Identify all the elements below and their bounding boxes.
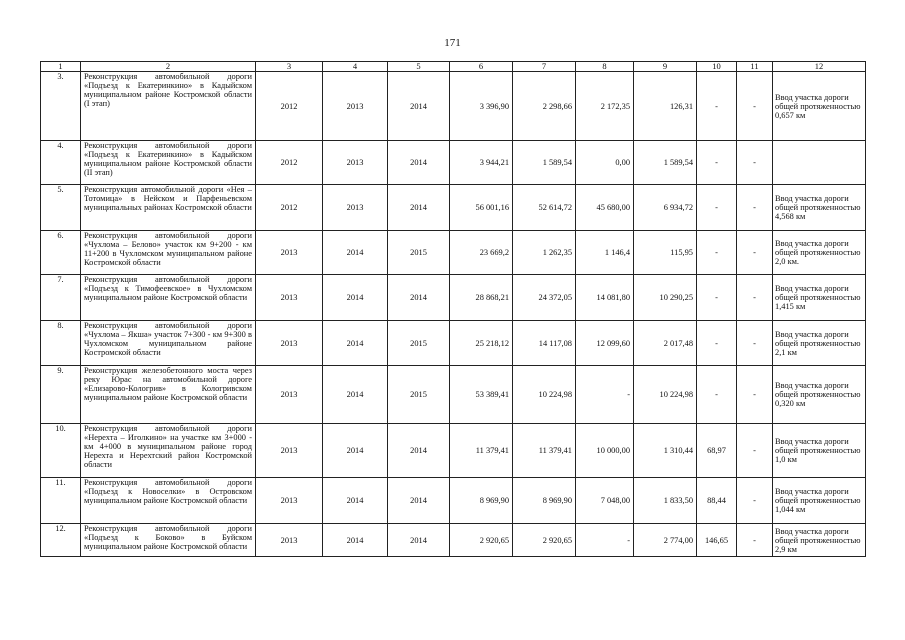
- other-funding: -: [737, 478, 773, 524]
- column-header: 9: [634, 62, 697, 72]
- expected-result: Ввод участка дороги общей протяженностью 1,415 км: [773, 275, 866, 321]
- row-number: 12.: [41, 524, 81, 557]
- start-build-year: 2014: [323, 366, 388, 424]
- total-funding: 10 224,98: [513, 366, 576, 424]
- federal-funding: 2 172,35: [576, 72, 634, 141]
- federal-funding: 7 048,00: [576, 478, 634, 524]
- object-name: Реконструкция автомобильной дороги «Нея – Тотомица» в Нейском и Парфеньевском муниципальных районах Костромской области: [81, 185, 256, 231]
- start-design-year: 2013: [256, 275, 323, 321]
- table-row: [41, 275, 866, 321]
- start-build-year: 2014: [323, 424, 388, 478]
- page-number: 171: [444, 37, 461, 49]
- table-row: [41, 185, 866, 231]
- object-name: Реконструкция автомобильной дороги «Подъезд к Боково» в Буйском муниципальном районе Костромской области: [81, 524, 256, 557]
- object-name: Реконструкция автомобильной дороги «Подъезд к Тимофеевское» в Чухломском муниципальном районе Костромской области: [81, 275, 256, 321]
- municipal-funding: -: [697, 275, 737, 321]
- end-year: 2015: [388, 366, 450, 424]
- federal-funding: -: [576, 366, 634, 424]
- municipal-funding: -: [697, 231, 737, 275]
- program-table: [40, 61, 866, 557]
- expected-result: Ввод участка дороги общей протяженностью 2,0 км.: [773, 231, 866, 275]
- municipal-funding: -: [697, 321, 737, 366]
- total-cost: 53 389,41: [450, 366, 513, 424]
- total-cost: 25 218,12: [450, 321, 513, 366]
- start-build-year: 2013: [323, 72, 388, 141]
- regional-funding: 115,95: [634, 231, 697, 275]
- table-row: [41, 524, 866, 557]
- column-header: 2: [81, 62, 256, 72]
- total-cost: 11 379,41: [450, 424, 513, 478]
- table-row: [41, 231, 866, 275]
- start-build-year: 2014: [323, 321, 388, 366]
- start-design-year: 2013: [256, 478, 323, 524]
- column-header: 5: [388, 62, 450, 72]
- start-build-year: 2013: [323, 141, 388, 185]
- table-row: [41, 424, 866, 478]
- total-cost: 3 944,21: [450, 141, 513, 185]
- regional-funding: 10 290,25: [634, 275, 697, 321]
- start-design-year: 2013: [256, 231, 323, 275]
- row-number: 10.: [41, 424, 81, 478]
- expected-result: Ввод участка дороги общей протяженностью 1,044 км: [773, 478, 866, 524]
- row-number: 3.: [41, 72, 81, 141]
- municipal-funding: -: [697, 185, 737, 231]
- column-header: 11: [737, 62, 773, 72]
- municipal-funding: -: [697, 366, 737, 424]
- total-funding: 14 117,08: [513, 321, 576, 366]
- municipal-funding: 88,44: [697, 478, 737, 524]
- total-funding: 2 920,65: [513, 524, 576, 557]
- total-cost: 2 920,65: [450, 524, 513, 557]
- end-year: 2014: [388, 72, 450, 141]
- expected-result: Ввод участка дороги общей протяженностью 1,0 км: [773, 424, 866, 478]
- municipal-funding: -: [697, 141, 737, 185]
- end-year: 2015: [388, 321, 450, 366]
- regional-funding: 1 833,50: [634, 478, 697, 524]
- total-cost: 28 868,21: [450, 275, 513, 321]
- start-build-year: 2014: [323, 231, 388, 275]
- expected-result: Ввод участка дороги общей протяженностью 0,657 км: [773, 72, 866, 141]
- municipal-funding: 68,97: [697, 424, 737, 478]
- table-row: [41, 366, 866, 424]
- other-funding: -: [737, 72, 773, 141]
- other-funding: -: [737, 231, 773, 275]
- column-header: 3: [256, 62, 323, 72]
- object-name: Реконструкция автомобильной дороги «Чухлома – Якша» участок 7+300 - км 9+300 в Чухломском муниципальном районе Костромской области: [81, 321, 256, 366]
- other-funding: -: [737, 424, 773, 478]
- end-year: 2014: [388, 275, 450, 321]
- row-number: 4.: [41, 141, 81, 185]
- row-number: 7.: [41, 275, 81, 321]
- regional-funding: 2 774,00: [634, 524, 697, 557]
- total-funding: 1 262,35: [513, 231, 576, 275]
- end-year: 2014: [388, 524, 450, 557]
- expected-result: Ввод участка дороги общей протяженностью 0,320 км: [773, 366, 866, 424]
- regional-funding: 6 934,72: [634, 185, 697, 231]
- municipal-funding: 146,65: [697, 524, 737, 557]
- federal-funding: 12 099,60: [576, 321, 634, 366]
- other-funding: -: [737, 141, 773, 185]
- total-cost: 3 396,90: [450, 72, 513, 141]
- expected-result: Ввод участка дороги общей протяженностью 2,9 км: [773, 524, 866, 557]
- start-design-year: 2013: [256, 524, 323, 557]
- regional-funding: 1 310,44: [634, 424, 697, 478]
- table-row: [41, 321, 866, 366]
- total-cost: 8 969,90: [450, 478, 513, 524]
- other-funding: -: [737, 366, 773, 424]
- end-year: 2014: [388, 185, 450, 231]
- end-year: 2014: [388, 141, 450, 185]
- regional-funding: 126,31: [634, 72, 697, 141]
- start-design-year: 2012: [256, 72, 323, 141]
- total-funding: 2 298,66: [513, 72, 576, 141]
- column-header: 7: [513, 62, 576, 72]
- expected-result: Ввод участка дороги общей протяженностью 2,1 км: [773, 321, 866, 366]
- total-funding: 24 372,05: [513, 275, 576, 321]
- total-funding: 52 614,72: [513, 185, 576, 231]
- federal-funding: 0,00: [576, 141, 634, 185]
- start-design-year: 2012: [256, 185, 323, 231]
- total-funding: 8 969,90: [513, 478, 576, 524]
- federal-funding: 10 000,00: [576, 424, 634, 478]
- column-header: 4: [323, 62, 388, 72]
- object-name: Реконструкция автомобильной дороги «Подъезд к Новоселки» в Островском муниципальном районе Костромской области: [81, 478, 256, 524]
- expected-result: Ввод участка дороги общей протяженностью 4,568 км: [773, 185, 866, 231]
- expected-result: [773, 141, 866, 185]
- header-row: [41, 62, 866, 72]
- column-header: 10: [697, 62, 737, 72]
- column-header: 6: [450, 62, 513, 72]
- federal-funding: -: [576, 524, 634, 557]
- start-design-year: 2013: [256, 424, 323, 478]
- row-number: 6.: [41, 231, 81, 275]
- municipal-funding: -: [697, 72, 737, 141]
- start-build-year: 2014: [323, 524, 388, 557]
- end-year: 2015: [388, 231, 450, 275]
- federal-funding: 14 081,80: [576, 275, 634, 321]
- start-design-year: 2013: [256, 366, 323, 424]
- row-number: 11.: [41, 478, 81, 524]
- total-funding: 11 379,41: [513, 424, 576, 478]
- object-name: Реконструкция автомобильной дороги «Подъезд к Екатеринкино» в Кадыйском муниципальном районе Костромской области (II этап): [81, 141, 256, 185]
- total-funding: 1 589,54: [513, 141, 576, 185]
- object-name: Реконструкция автомобильной дороги «Нерехта – Иголкино» на участке км 3+000 - км 4+000 в муниципальном районе город Нерехта и Нерехтский район Костромской области: [81, 424, 256, 478]
- other-funding: -: [737, 524, 773, 557]
- start-build-year: 2013: [323, 185, 388, 231]
- object-name: Реконструкция автомобильной дороги «Подъезд к Екатеринкино» в Кадыйском муниципальном районе Костромской области (I этап): [81, 72, 256, 141]
- total-cost: 23 669,2: [450, 231, 513, 275]
- start-build-year: 2014: [323, 275, 388, 321]
- column-header: 8: [576, 62, 634, 72]
- column-header: 1: [41, 62, 81, 72]
- regional-funding: 1 589,54: [634, 141, 697, 185]
- end-year: 2014: [388, 424, 450, 478]
- row-number: 9.: [41, 366, 81, 424]
- federal-funding: 45 680,00: [576, 185, 634, 231]
- table-row: [41, 141, 866, 185]
- start-design-year: 2013: [256, 321, 323, 366]
- regional-funding: 2 017,48: [634, 321, 697, 366]
- other-funding: -: [737, 321, 773, 366]
- end-year: 2014: [388, 478, 450, 524]
- column-header: 12: [773, 62, 866, 72]
- table-row: [41, 72, 866, 141]
- start-design-year: 2012: [256, 141, 323, 185]
- table-row: [41, 478, 866, 524]
- row-number: 5.: [41, 185, 81, 231]
- row-number: 8.: [41, 321, 81, 366]
- object-name: Реконструкция автомобильной дороги «Чухлома – Белово» участок км 9+200 - км 11+200 в Чухломском муниципальном районе Костромской области: [81, 231, 256, 275]
- regional-funding: 10 224,98: [634, 366, 697, 424]
- object-name: Реконструкция железобетонного моста через реку Юрас на автомобильной дороге «Елизарово-Кологрив» в Кологривском муниципальном районе Костромской области: [81, 366, 256, 424]
- total-cost: 56 001,16: [450, 185, 513, 231]
- other-funding: -: [737, 185, 773, 231]
- start-build-year: 2014: [323, 478, 388, 524]
- federal-funding: 1 146,4: [576, 231, 634, 275]
- other-funding: -: [737, 275, 773, 321]
